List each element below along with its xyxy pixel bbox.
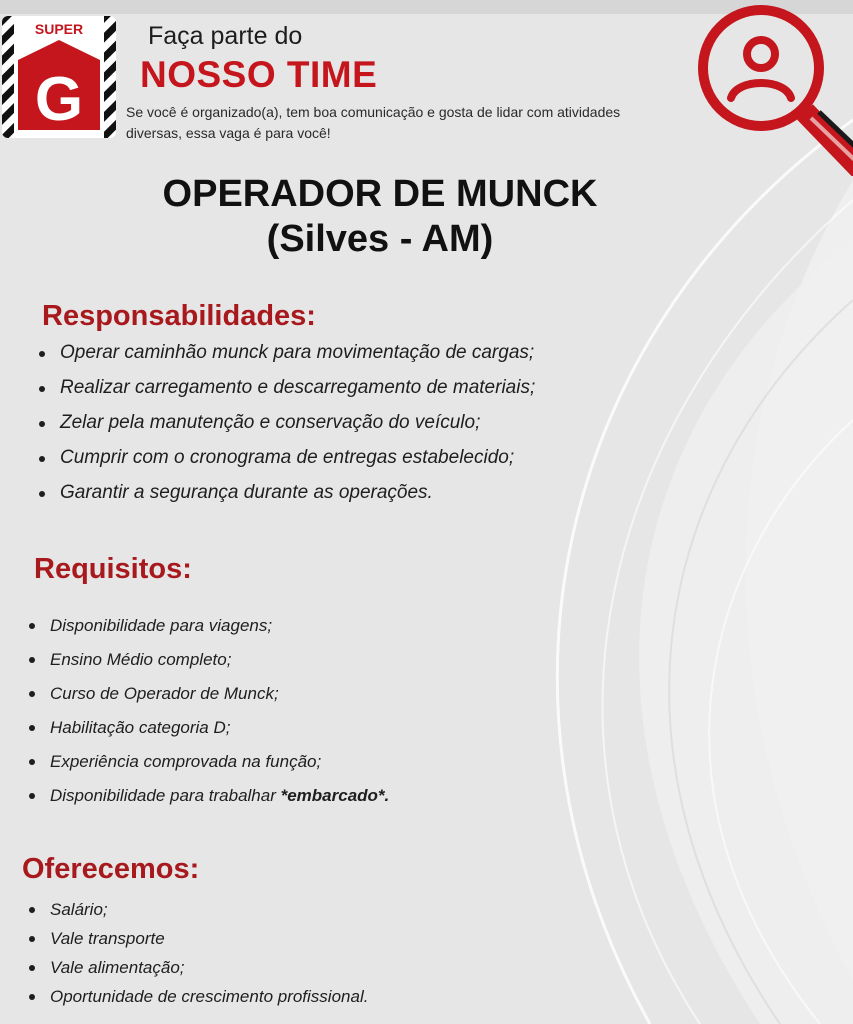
offers-list	[50, 897, 368, 1013]
responsibilities-title: Responsabilidades:	[42, 300, 316, 332]
list-item: Ensino Médio completo;	[50, 646, 389, 680]
header-intro: Se você é organizado(a), tem boa comunicação e gosta de lidar com atividades diversas, essa vaga é para você!	[126, 104, 621, 141]
list-item: Habilitação categoria D;	[50, 714, 389, 748]
person-search-icon	[693, 0, 853, 176]
list-item: Salário;	[50, 897, 368, 926]
list-item: Oportunidade de crescimento profissional.	[50, 984, 368, 1013]
emphasis-text: *embarcado*.	[280, 786, 390, 805]
list-item: Experiência comprovada na função;	[50, 748, 389, 782]
header-kicker: Faça parte do	[148, 22, 303, 50]
header-headline: NOSSO TIME	[140, 54, 378, 95]
requirements-list	[50, 612, 389, 816]
logo-word: SUPER	[34, 21, 84, 37]
list-item: Realizar carregamento e descarregamento de materiais;	[60, 374, 535, 409]
job-title-line2: (Silves - AM)	[266, 218, 494, 260]
super-g-logo	[2, 16, 116, 138]
list-item: Disponibilidade para viagens;	[50, 612, 389, 646]
list-item: Vale transporte	[50, 926, 368, 955]
list-item: Garantir a segurança durante as operações.	[60, 479, 535, 514]
logo-letter: G	[34, 65, 84, 134]
list-item: Zelar pela manutenção e conservação do veículo;	[60, 409, 535, 444]
list-item: Curso de Operador de Munck;	[50, 680, 389, 714]
list-item: Cumprir com o cronograma de entregas estabelecido;	[60, 444, 535, 479]
offers-title: Oferecemos:	[22, 853, 200, 885]
list-item: Operar caminhão munck para movimentação de cargas;	[60, 339, 535, 374]
job-title-line1: OPERADOR DE MUNCK	[162, 173, 598, 215]
job-title	[0, 172, 760, 262]
responsibilities-list	[60, 339, 535, 514]
list-item-text: Disponibilidade para trabalhar	[50, 786, 281, 805]
requirements-title: Requisitos:	[34, 553, 192, 585]
list-item	[50, 782, 389, 816]
list-item: Vale alimentação;	[50, 955, 368, 984]
